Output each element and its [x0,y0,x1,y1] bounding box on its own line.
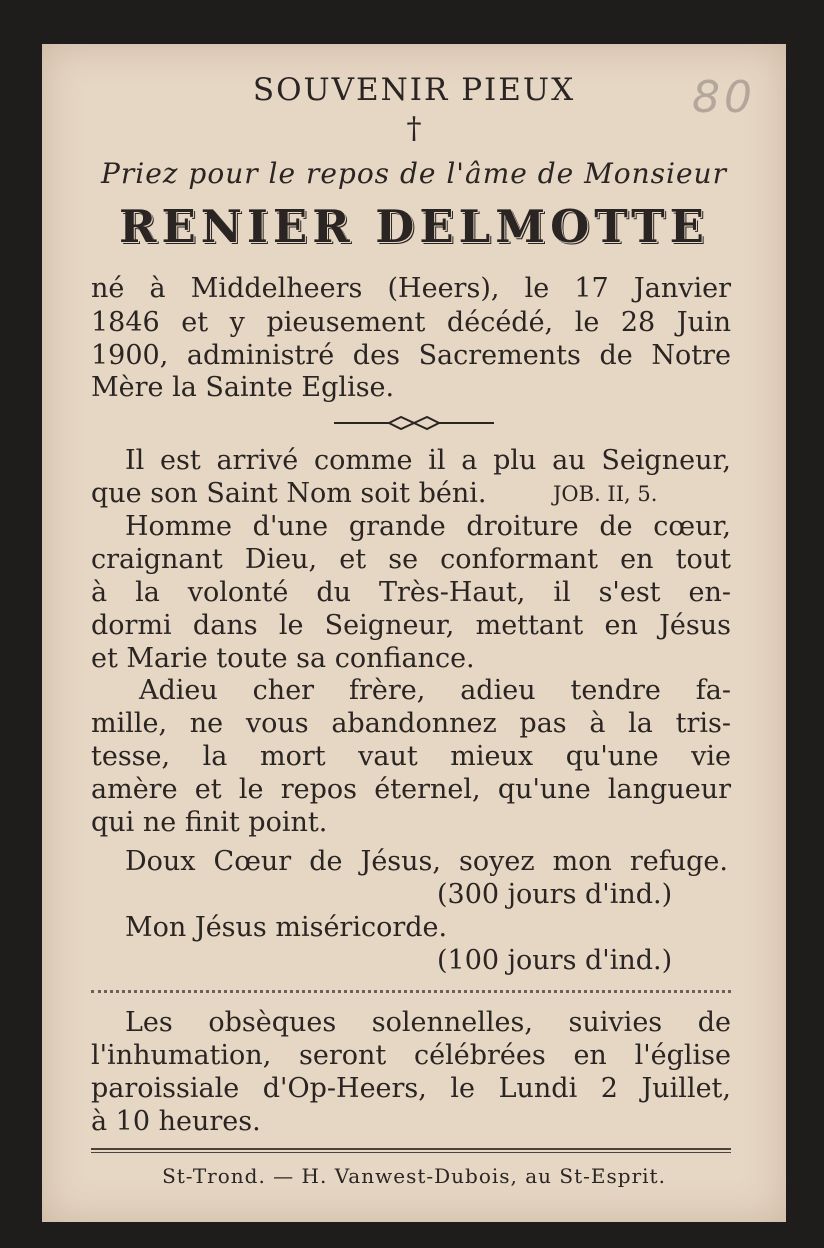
biography-line: 1846 et y pieusement décédé, le 28 Juin [91,307,731,338]
verse-line: Adieu cher frère, adieu tendre fa- [139,675,731,706]
biography-line: Mère la Sainte Eglise. [91,372,395,403]
invocation-text: Mon Jésus miséricorde. [125,912,448,943]
verse-line: craignant Dieu, et se conformant en tout [91,544,731,575]
verse-line: Il est arrivé comme il a plu au Seigneur, [125,445,731,476]
ornament-divider-icon [334,414,494,432]
verse-line: amère et le repos éternel, qu'une langueur [91,774,731,805]
verse-line: à la volonté du Très-Haut, il s'est en- [91,577,731,608]
verse-reference: JOB. II, 5. [553,482,658,506]
biography-line: né à Middelheers (Heers), le 17 Janvier [91,273,731,304]
printer-credit: St-Trond. — H. Vanwest-Dubois, au St-Esprit. [162,1164,666,1188]
verse-line: et Marie toute sa confiance. [91,643,475,674]
prayer-intro: Priez pour le repos de l'âme de Monsieur [101,157,727,190]
verse-line: mille, ne vous abandonnez pas à la tris- [91,708,731,739]
verse-line: qui ne finit point. [91,807,328,838]
invocation-indulgence: (300 jours d'ind.) [437,879,673,910]
cross-icon: † [406,111,422,146]
funeral-line: à 10 heures. [91,1106,261,1137]
dotted-divider [91,990,731,993]
biography-line: 1900, administré des Sacrements de Notre [91,340,731,371]
invocation-indulgence: (100 jours d'ind.) [437,945,673,976]
footer-rule [91,1148,731,1153]
card-title: SOUVENIR PIEUX [252,72,576,108]
invocation-text: Doux Cœur de Jésus, soyez mon refuge. [125,846,728,877]
memorial-card [42,44,786,1222]
handwritten-note: 80 [692,72,756,123]
verse-line: tesse, la mort vaut mieux qu'une vie [91,741,731,772]
verse-line: dormi dans le Seigneur, mettant en Jésus [91,610,731,641]
deceased-name: RENIER DELMOTTE [119,200,709,253]
verse-line: que son Saint Nom soit béni. [91,478,487,509]
funeral-line: Les obsèques solennelles, suivies de [125,1007,731,1038]
verse-line: Homme d'une grande droiture de cœur, [125,511,731,542]
funeral-line: paroissiale d'Op-Heers, le Lundi 2 Juillet, [91,1073,731,1104]
funeral-line: l'inhumation, seront célébrées en l'église [91,1040,731,1071]
